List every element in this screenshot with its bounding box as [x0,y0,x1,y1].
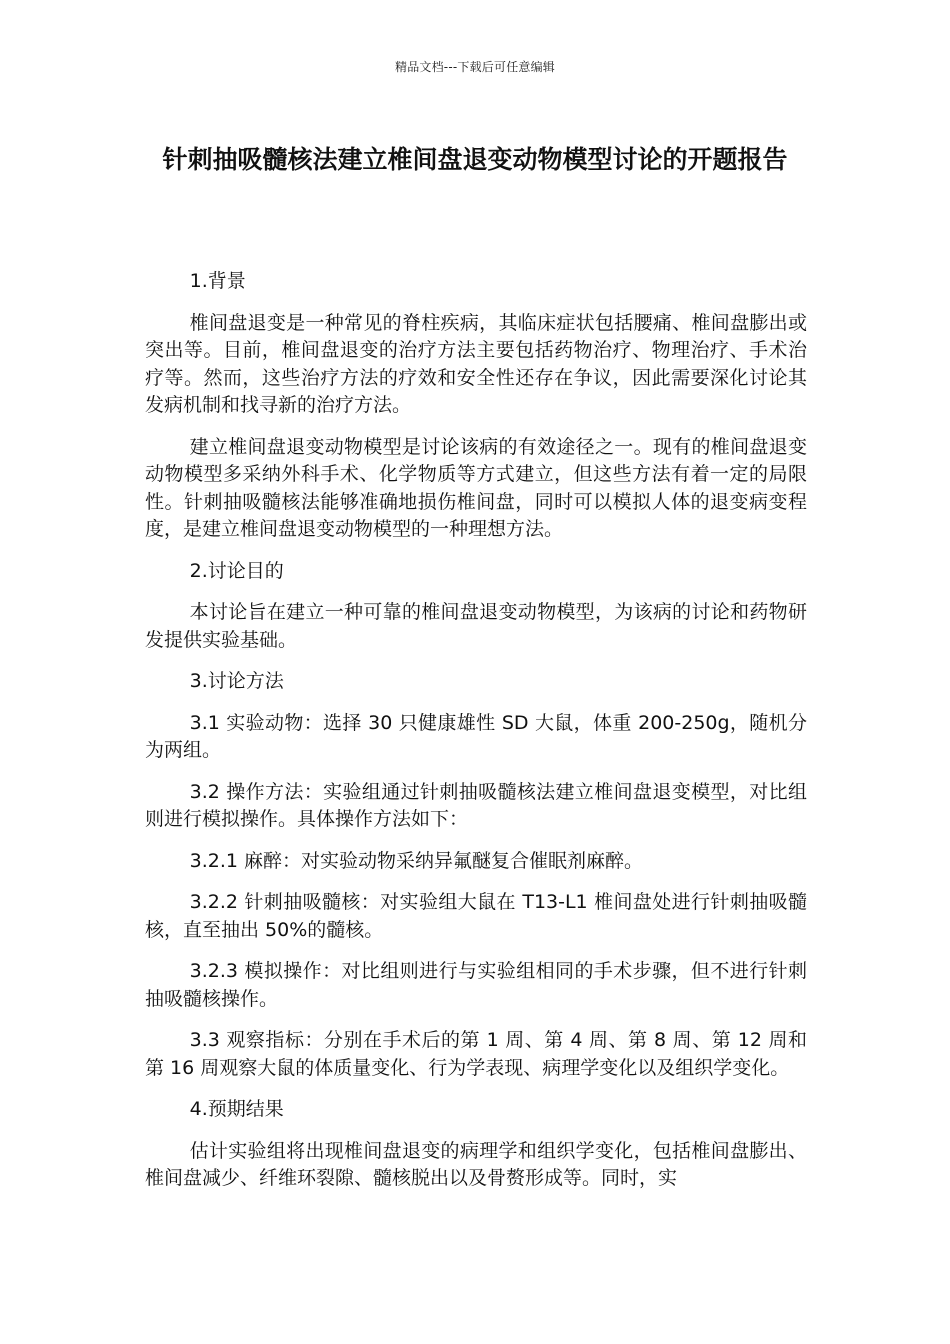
document-title: 针刺抽吸髓核法建立椎间盘退变动物模型讨论的开题报告 [162,145,788,174]
paragraph-methods-3-2-2: 3.2.2 针刺抽吸髓核：对实验组大鼠在 T13-L1 椎间盘处进行针刺抽吸髓核，直至抽出 50%的髓核。 [145,891,807,941]
paragraph-background-2: 建立椎间盘退变动物模型是讨论该病的有效途径之一。现有的椎间盘退变动物模型多采纳外科手术、化学物质等方式建立，但这些方法有着一定的局限性。针刺抽吸髓核法能够准确地损伤椎间盘，同时可以模拟人体的退变病变程度，是建立椎间盘退变动物模型的一种理想方法。 [145,435,807,540]
paragraph-background-1: 椎间盘退变是一种常见的脊柱疾病，其临床症状包括腰痛、椎间盘膨出或突出等。目前，椎间盘退变的治疗方法主要包括药物治疗、物理治疗、手术治疗等。然而，这些治疗方法的疗效和安全性还存在争议，因此需要深化讨论其发病机制和找寻新的治疗方法。 [145,311,807,416]
section-heading-background: 1.背景 [189,270,246,292]
header-note: 精品文档---下载后可任意编辑 [395,60,555,74]
section-heading-results: 4.预期结果 [189,1098,284,1120]
paragraph-methods-3-2-3: 3.2.3 模拟操作：对比组则进行与实验组相同的手术步骤，但不进行针刺抽吸髓核操作。 [145,960,807,1010]
paragraph-methods-3-1: 3.1 实验动物：选择 30 只健康雄性 SD 大鼠，体重 200-250g，随机分为两组。 [145,711,807,761]
document-body [145,268,807,1207]
section-heading-purpose: 2.讨论目的 [189,559,284,582]
paragraph-purpose-1: 本讨论旨在建立一种可靠的椎间盘退变动物模型，为该病的讨论和药物研发提供实验基础。 [145,601,807,651]
paragraph-results-1: 估计实验组将出现椎间盘退变的病理学和组织学变化，包括椎间盘膨出、椎间盘减少、纤维环裂隙、髓核脱出以及骨赘形成等。同时，实 [145,1139,807,1189]
paragraph-methods-3-2: 3.2 操作方法：实验组通过针刺抽吸髓核法建立椎间盘退变模型，对比组则进行模拟操作。具体操作方法如下： [145,780,807,830]
section-heading-methods: 3.讨论方法 [189,670,284,692]
paragraph-methods-3-2-1: 3.2.1 麻醉：对实验动物采纳异氟醚复合催眠剂麻醉。 [189,849,644,872]
paragraph-methods-3-3: 3.3 观察指标：分别在手术后的第 1 周、第 4 周、第 8 周、第 12 周和第 16 周观察大鼠的体质量变化、行为学表现、病理学变化以及组织学变化。 [145,1029,807,1079]
